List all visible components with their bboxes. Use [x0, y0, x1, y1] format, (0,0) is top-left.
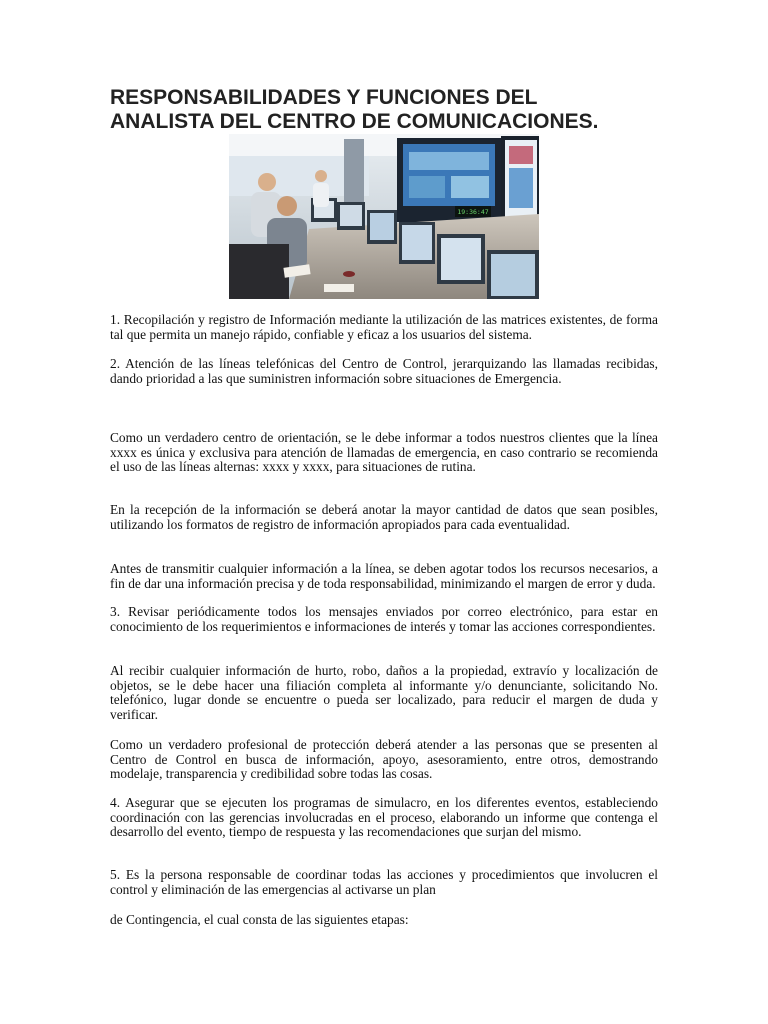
title-line: ANALISTA DEL CENTRO DE COMUNICACIONES.	[110, 110, 599, 133]
paragraph-professional: Como un verdadero profesional de protección deberá atender a las personas que se presenten al Centro de Control en busca de información, apoyo, asesoramiento, entre otros, demostrando modelaje, transparencia y credibilidad sobre todas las cosas.	[110, 737, 658, 782]
paragraph-contingency: de Contingencia, el cual consta de las siguientes etapas:	[110, 912, 409, 927]
screen-clock-readout: 19:36:47	[457, 208, 489, 216]
paragraph-item-3: 3. Revisar periódicamente todos los mensajes enviados por correo electrónico, para estar en conocimiento de los requerimientos e informaciones de interés y tomar las acciones correspondientes.	[110, 604, 658, 634]
paragraph-reception: En la recepción de la información se deberá anotar la mayor cantidad de datos que sean posibles, utilizando los formatos de registro de información apropiados para cada eventualidad.	[110, 502, 658, 532]
paragraph-item-2: 2. Atención de las líneas telefónicas del Centro de Control, jerarquizando las llamadas recibidas, dando prioridad a las que suministren información sobre situaciones de Emergencia.	[110, 356, 658, 386]
paragraph-item-1: 1. Recopilación y registro de Información mediante la utilización de las matrices existentes, de forma tal que permita un manejo rápido, confiable y eficaz a los usuarios del sistema.	[110, 312, 658, 342]
paragraph-item-4: 4. Asegurar que se ejecuten los programas de simulacro, en los diferentes eventos, estableciendo coordinación con las gerencias involucradas en el proceso, elaborando un informe que contenga el desarrollo del evento, tiempo de respuesta y las recomendaciones que surjan del mismo.	[110, 795, 658, 840]
paragraph-item-5: 5. Es la persona responsable de coordinar todas las acciones y procedimientos que involucren el control y eliminación de las emergencias al activarse un plan	[110, 867, 658, 897]
control-room-photo	[229, 134, 539, 299]
paragraph-theft-report: Al recibir cualquier información de hurto, robo, daños a la propiedad, extravío y localización de objetos, se le debe hacer una filiación completa al informante y/o denunciante, solicitando No. telefónico, lugar donde se encuentre o pueda ser localizado, para reducir el margen de duda y verificar.	[110, 663, 658, 722]
paragraph-orientation: Como un verdadero centro de orientación, se le debe informar a todos nuestros clientes que la línea xxxx es única y exclusiva para atención de llamadas de emergencia, en caso contrario se recomienda el uso de las líneas alternas: xxxx y xxxx, para situaciones de rutina.	[110, 430, 658, 475]
control-room-illustration	[229, 134, 539, 299]
title-line: RESPONSABILIDADES Y FUNCIONES DEL	[110, 86, 538, 109]
paragraph-transmission: Antes de transmitir cualquier información a la línea, se deben agotar todos los recursos necesarios, a fin de dar una información precisa y de toda responsabilidad, minimizando el margen de error y duda.	[110, 561, 658, 591]
document-title	[110, 86, 670, 134]
